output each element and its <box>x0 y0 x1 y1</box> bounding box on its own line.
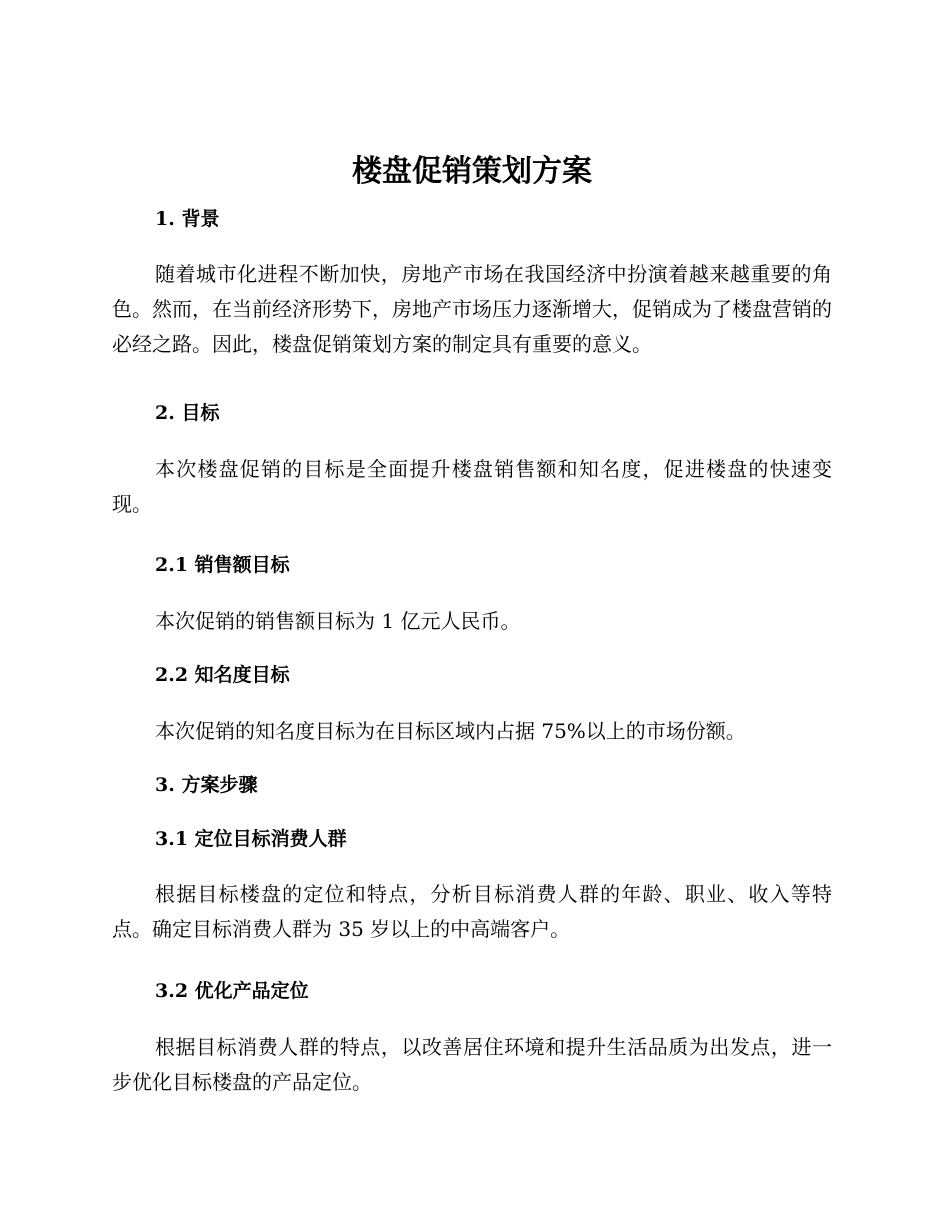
section-heading-target-consumers: 3.1 定位目标消费人群 <box>155 828 347 850</box>
section-heading-plan-steps: 3. 方案步骤 <box>155 774 258 796</box>
paragraph-background: 随着城市化进程不断加快，房地产市场在我国经济中扮演着越来越重要的角色。然而，在当前经济形势下，房地产市场压力逐渐增大，促销成为了楼盘营销的必经之路。因此，楼盘促销策划方案的制定具有重要的意义。 <box>112 262 832 356</box>
paragraph-sales-target: 本次促销的销售额目标为 1 亿元人民币。 <box>155 609 521 633</box>
paragraph-product-positioning: 根据目标消费人群的特点，以改善居住环境和提升生活品质为出发点，进一步优化目标楼盘的产品定位。 <box>112 1035 832 1094</box>
section-heading-awareness-target: 2.2 知名度目标 <box>155 664 290 686</box>
section-heading-sales-target: 2.1 销售额目标 <box>155 554 290 576</box>
paragraph-goals: 本次楼盘促销的目标是全面提升楼盘销售额和知名度，促进楼盘的快速变现。 <box>112 457 832 516</box>
paragraph-awareness-target: 本次促销的知名度目标为在目标区域内占据 75%以上的市场份额。 <box>155 719 746 743</box>
paragraph-target-consumers: 根据目标楼盘的定位和特点，分析目标消费人群的年龄、职业、收入等特点。确定目标消费人群为 35 岁以上的中高端客户。 <box>112 882 832 941</box>
section-heading-product-positioning: 3.2 优化产品定位 <box>155 980 309 1002</box>
document-title: 楼盘促销策划方案 <box>352 154 592 189</box>
section-heading-background: 1. 背景 <box>155 208 220 230</box>
section-heading-goals: 2. 目标 <box>155 402 220 424</box>
